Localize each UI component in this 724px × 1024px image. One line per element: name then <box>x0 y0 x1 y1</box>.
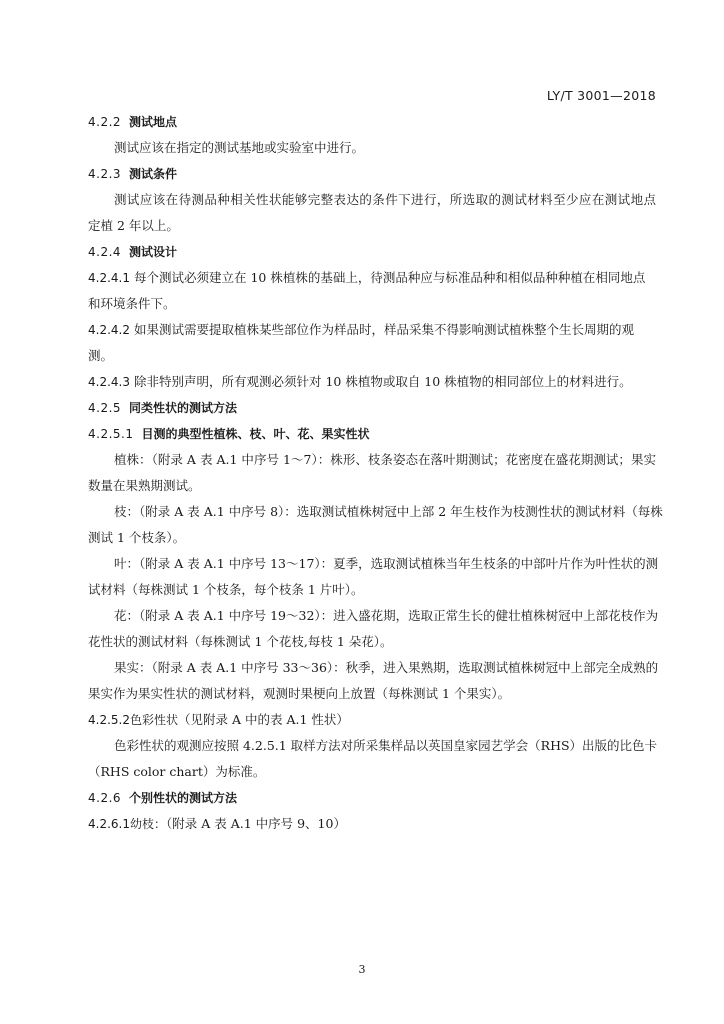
document-body <box>88 114 663 842</box>
section-title: 色彩性状 <box>129 713 178 727</box>
section-title: 目测的典型性植株、枝、叶、花、果实性状 <box>141 427 370 441</box>
paragraph-line: 测试 1 个枝条）。 <box>88 530 186 545</box>
paragraph-line: 色彩性状的观测应按照 4.2.5.1 取样方法对所采集样品以英国皇家园艺学会（RHS）出版的比色卡 <box>114 738 658 753</box>
paragraph-line: 测试应该在待测品种相关性状能够完整表达的条件下进行，所选取的测试材料至少应在测试地点 <box>114 192 656 207</box>
section-number: 4.2.5.2 <box>88 713 130 727</box>
section-number: 4.2.6 <box>88 791 122 805</box>
paragraph-line: 花：（附录 A 表 A.1 中序号 19～32）：进入盛花期，选取正常生长的健壮植株树冠中上部花枝作为 <box>114 608 659 623</box>
section-title: 个别性状的测试方法 <box>129 791 238 805</box>
section-number: 4.2.2 <box>88 115 122 129</box>
section-title: 测试条件 <box>129 167 178 181</box>
clause-4-2-4-2 <box>88 322 656 338</box>
section-heading-4-2-3 <box>88 166 656 182</box>
paragraph-line: 数量在果熟期测试。 <box>88 478 201 493</box>
section-title: 同类性状的测试方法 <box>129 401 238 415</box>
paragraph-line: 果实：（附录 A 表 A.1 中序号 33～36）：秋季，进入果熟期，选取测试植株树冠中上部完全成熟的 <box>114 660 659 675</box>
clause-number: 4.2.4.3 <box>88 375 130 389</box>
section-heading-4-2-4 <box>88 244 656 260</box>
clause-text: 每个测试必须建立在 10 株植株的基础上，待测品种应与标准品种和相似品种种植在相同地点 <box>133 270 646 285</box>
clause-text: 如果测试需要提取植株某些部位作为样品时，样品采集不得影响测试植株整个生长周期的观 <box>133 322 634 337</box>
section-heading-4-2-6 <box>88 790 656 806</box>
section-number: 4.2.6.1 <box>88 817 130 831</box>
section-heading-4-2-5-2 <box>88 712 656 728</box>
paragraph-line: 叶：（附录 A 表 A.1 中序号 13～17）：夏季，选取测试植株当年生枝条的中部叶片作为叶性状的测 <box>114 556 659 571</box>
paragraph-line: 定植 2 年以上。 <box>88 218 179 233</box>
clause-number: 4.2.4.1 <box>88 271 130 285</box>
paragraph-line: 花性状的测试材料（每株测试 1 个花枝,每枝 1 朵花）。 <box>88 634 393 649</box>
section-heading-4-2-6-1 <box>88 816 656 832</box>
section-title: 测试地点 <box>129 115 178 129</box>
paragraph-line: 枝：（附录 A 表 A.1 中序号 8）：选取测试植株树冠中上部 2 年生枝作为枝测性状的测试材料（每株 <box>114 504 663 519</box>
section-title: 测试设计 <box>129 245 178 259</box>
paragraph-line: 和环境条件下。 <box>88 296 176 311</box>
section-heading-4-2-5-1 <box>88 426 656 442</box>
paragraph-line: 植株：（附录 A 表 A.1 中序号 1～7）：株形、枝条姿态在落叶期测试；花密度在盛花期测试；果实 <box>114 452 656 467</box>
paragraph-line: 果实作为果实性状的测试材料，观测时果梗向上放置（每株测试 1 个果实）。 <box>88 686 511 701</box>
clause-number: 4.2.4.2 <box>88 323 130 337</box>
paragraph: 测试应该在指定的测试基地或实验室中进行。 <box>114 140 365 155</box>
clause-4-2-4-1 <box>88 270 656 286</box>
section-suffix: （见附录 A 中的表 A.1 性状） <box>178 712 349 727</box>
paragraph-line: 试材料（每株测试 1 个枝条，每个枝条 1 片叶）。 <box>88 582 364 597</box>
section-number: 4.2.5.1 <box>88 427 134 441</box>
clause-text: 除非特别声明，所有观测必须针对 10 株植物或取自 10 株植物的相同部位上的材料进行。 <box>133 374 632 389</box>
section-title: 幼枝： <box>129 817 166 831</box>
section-number: 4.2.5 <box>88 401 122 415</box>
paragraph-line: （RHS color chart）为标准。 <box>88 764 266 779</box>
section-suffix: （附录 A 表 A.1 中序号 9、10） <box>166 816 346 831</box>
page-number: 3 <box>358 963 366 976</box>
document-code: LY/T 3001—2018 <box>546 88 656 103</box>
section-heading-4-2-5 <box>88 400 656 416</box>
section-number: 4.2.4 <box>88 245 122 259</box>
section-number: 4.2.3 <box>88 167 122 181</box>
clause-4-2-4-3 <box>88 374 656 390</box>
section-heading-4-2-2 <box>88 114 656 130</box>
paragraph-line: 测。 <box>88 348 114 363</box>
